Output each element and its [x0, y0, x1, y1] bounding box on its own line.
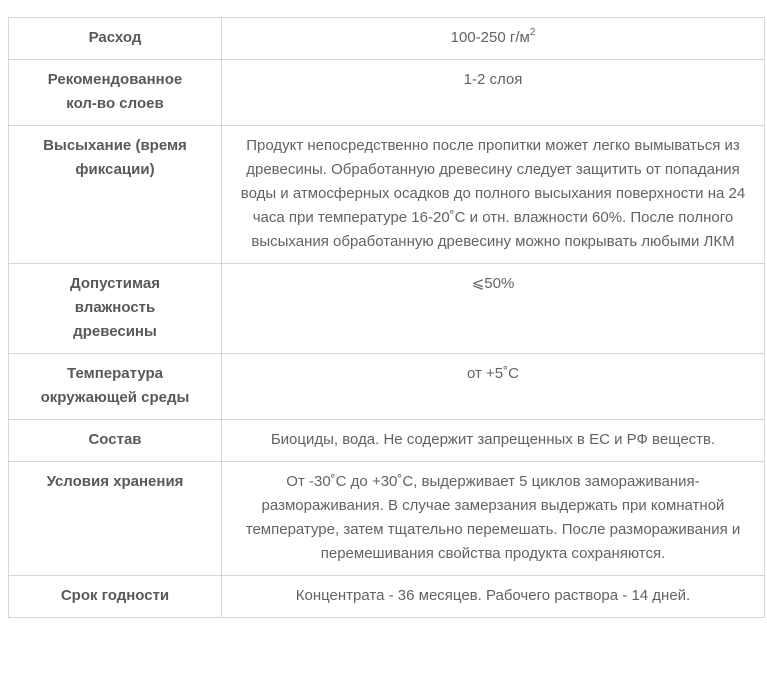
- row-label: Срок годности: [9, 576, 222, 618]
- row-label: Условия хранения: [9, 462, 222, 576]
- row-label: Высыхание (время фиксации): [9, 126, 222, 264]
- table-row: [9, 126, 765, 264]
- row-value: [222, 18, 765, 60]
- row-value: от +5˚С: [222, 354, 765, 420]
- row-label: Состав: [9, 420, 222, 462]
- table-row: [9, 462, 765, 576]
- row-value: Продукт непосредственно после пропитки может легко вымываться из древесины. Обработанную древесину следует защитить от попадания воды и атмосферных осадков до полного высыхания поверхности на 24 часа при температуре 16-20˚С и отн. влажности 60%. После полного высыхания обработанную древесину можно покрывать любыми ЛКМ: [222, 126, 765, 264]
- row-label: Допустимая влажность древесины: [9, 264, 222, 354]
- specs-table: [8, 17, 765, 618]
- row-value: От -30˚С до +30˚С, выдерживает 5 циклов замораживания-размораживания. В случае замерзания выдержать при комнатной температуре, затем тщательно перемешать. После размораживания и перемешивания свойства продукта сохраняются.: [222, 462, 765, 576]
- row-label: Температура окружающей среды: [9, 354, 222, 420]
- row-value: ⩽50%: [222, 264, 765, 354]
- value-text: 100-250 г/м: [450, 29, 530, 46]
- table-row: [9, 18, 765, 60]
- row-value: 1-2 слоя: [222, 60, 765, 126]
- row-value: Концентрата - 36 месяцев. Рабочего раствора - 14 дней.: [222, 576, 765, 618]
- table-row: [9, 354, 765, 420]
- row-label: Расход: [9, 18, 222, 60]
- value-superscript: 2: [529, 27, 536, 38]
- row-value: Биоциды, вода. Не содержит запрещенных в ЕС и РФ веществ.: [222, 420, 765, 462]
- table-row: [9, 576, 765, 618]
- table-row: [9, 264, 765, 354]
- row-label: Рекомендованное кол-во слоев: [9, 60, 222, 126]
- table-row: [9, 420, 765, 462]
- table-row: [9, 60, 765, 126]
